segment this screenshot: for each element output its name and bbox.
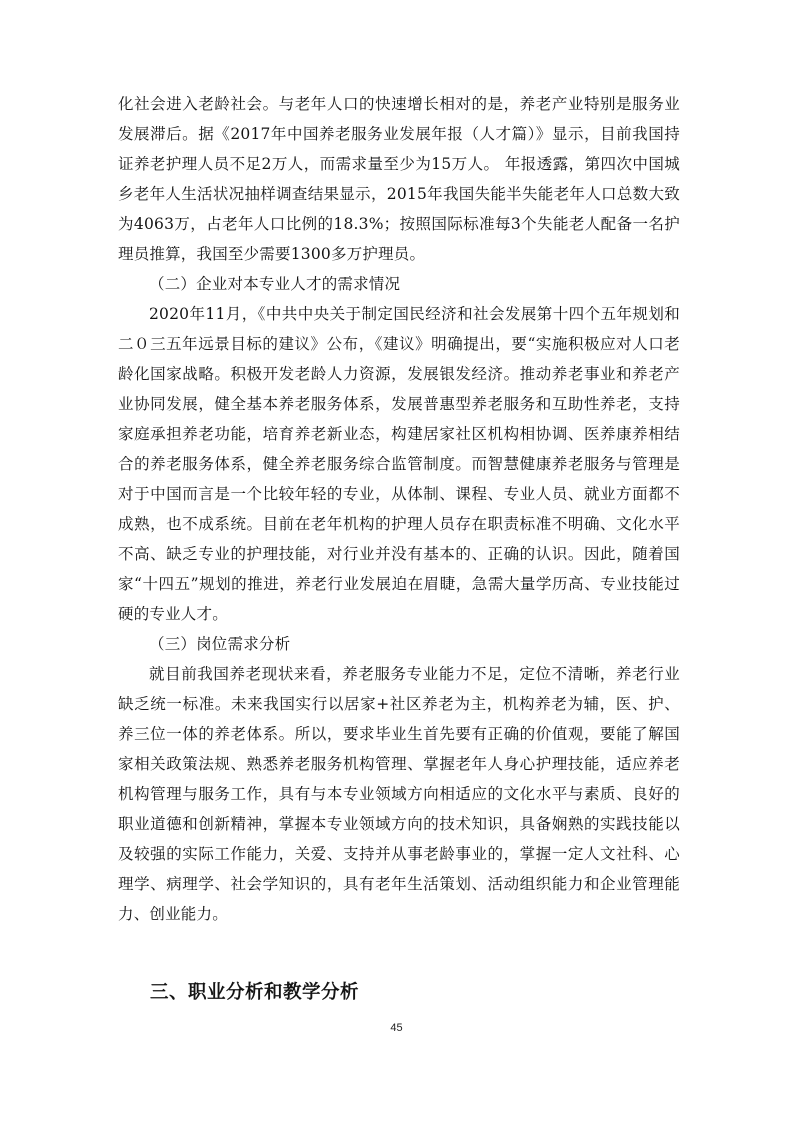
paragraph-job-requirements: 就目前我国养老现状来看，养老服务专业能力不足，定位不清晰，养老行业缺乏统一标准。未来我国实行以居家+社区养老为主，机构养老为辅，医、护、养三位一体的养老体系。所以，要求毕业生首先要有正确的价值观，要能了解国家相关政策法规、熟悉养老服务机构管理、掌握老年人身心护理技能，适应养老机构管理与服务工作，具有与本专业领域方向相适应的文化水平与素质、良好的职业道德和创新精神，掌握本专业领域方向的技术知识，具备娴熟的实践技能以及较强的实际工作能力，关爱、支持并从事老龄事业的，掌握一定人文社科、心理学、病理学、社会学知识的，具有老年生活策划、活动组织能力和企业管理能力、创业能力。	[118, 665, 680, 923]
section-heading: 三、职业分析和教学分析	[150, 982, 360, 1003]
subheading-enterprise-demand: （二）企业对本专业人才的需求情况	[149, 275, 401, 293]
page-number: 45	[390, 1022, 403, 1034]
subheading-job-demand: （三）岗位需求分析	[149, 635, 291, 653]
body-text	[118, 89, 680, 929]
paragraph-national-strategy: 2020年11月，《中共中央关于制定国民经济和社会发展第十四个五年规划和二０三五年远景目标的建议》公布，《建议》明确提出，要“实施积极应对人口老龄化国家战略。积极开发老龄人力资源，发展银发经济。推动养老事业和养老产业协同发展，健全基本养老服务体系，发展普惠型养老服务和互助性养老，支持家庭承担养老功能，培育养老新业态，构建居家社区机构相协调、医养康养相结合的养老服务体系，健全养老服务综合监管制度。而智慧健康养老服务与管理是对于中国而言是一个比较年轻的专业，从体制、课程、专业人员、就业方面都不成熟，也不成系统。目前在老年机构的护理人员存在职责标准不明确、文化水平不高、缺乏专业的护理技能，对行业并没有基本的、正确的认识。因此，随着国家“十四五”规划的推进，养老行业发展迫在眉睫，急需大量学历高、专业技能过硬的专业人才。	[118, 305, 680, 623]
paragraph-eldercare-workforce: 化社会进入老龄社会。与老年人口的快速增长相对的是，养老产业特别是服务业发展滞后。据《2017年中国养老服务业发展年报（人才篇）》显示，目前我国持证养老护理人员不足2万人，而需求量至少为15万人。 年报透露，第四次中国城乡老年人生活状况抽样调查结果显示，2015年我国失能半失能老年人口总数大致为4063万，占老年人口比例的18.3%；按照国际标准每3个失能老人配备一名护理员推算，我国至少需要1300多万护理员。	[118, 95, 680, 263]
